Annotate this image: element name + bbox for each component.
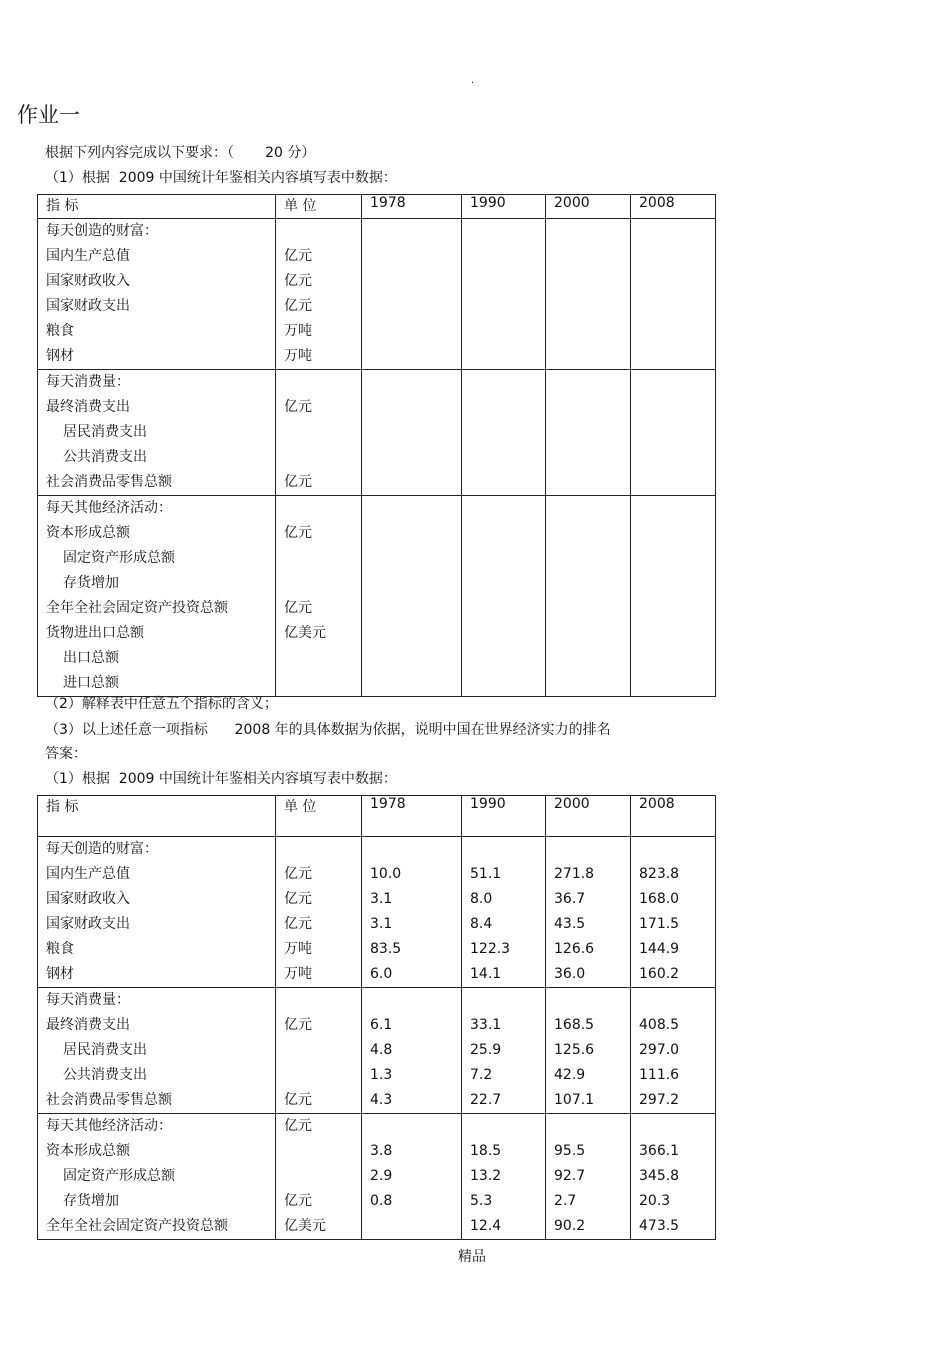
- unit-label: 万吨: [284, 348, 312, 364]
- data-value: 42.9: [554, 1067, 586, 1083]
- indicator-label: 国家财政支出: [46, 298, 130, 314]
- unit-label: 万吨: [284, 323, 312, 339]
- indicator-cell: [38, 496, 276, 697]
- data-value: 107.1: [554, 1092, 595, 1108]
- unit-label: [284, 571, 361, 596]
- unit-cell: [276, 496, 362, 697]
- data-value: 2.7: [554, 1193, 577, 1209]
- data-value: [639, 571, 715, 596]
- data-value: [470, 294, 545, 319]
- indicator-label: 钢材: [46, 348, 74, 364]
- data-value: [370, 1214, 461, 1239]
- data-value: [639, 1114, 715, 1139]
- table-group-row: [38, 496, 716, 697]
- data-value: [639, 546, 715, 571]
- data-value: 271.8: [554, 866, 595, 882]
- unit-label: [284, 1139, 361, 1164]
- answer-data-table: [37, 795, 716, 1240]
- data-value: 43.5: [554, 916, 586, 932]
- data-value: [554, 294, 630, 319]
- data-value: [470, 646, 545, 671]
- data-value: [470, 269, 545, 294]
- unit-label: 亿美元: [284, 625, 326, 641]
- data-value: 3.1: [370, 891, 393, 907]
- data-value: [470, 319, 545, 344]
- data-value: [370, 496, 461, 521]
- year-value-cell: [362, 988, 462, 1114]
- indicator-label: 公共消费支出: [63, 449, 147, 465]
- year-value-cell: [362, 370, 462, 496]
- data-value: [470, 395, 545, 420]
- data-value: [639, 671, 715, 696]
- unit-label: 万吨: [284, 941, 312, 957]
- unit-label: 亿元: [284, 866, 312, 882]
- data-value: [639, 521, 715, 546]
- year-value-cell: [462, 1114, 546, 1240]
- data-value: 4.3: [370, 1092, 393, 1108]
- data-value: [639, 420, 715, 445]
- data-value: [554, 219, 630, 244]
- data-value: [554, 1114, 630, 1139]
- header-indicator: 指 标: [38, 796, 276, 837]
- year-value-cell: [462, 370, 546, 496]
- header-year: 1978: [362, 195, 462, 219]
- year-value-cell: [462, 988, 546, 1114]
- data-value: [639, 496, 715, 521]
- data-value: 408.5: [639, 1017, 680, 1033]
- unit-label: 亿元: [284, 1017, 312, 1033]
- data-value: [370, 269, 461, 294]
- indicator-label: 国内生产总值: [46, 248, 130, 264]
- table-group-row: [38, 837, 716, 988]
- year-value-cell: [631, 988, 716, 1114]
- unit-label: [284, 837, 361, 862]
- unit-label: [284, 496, 361, 521]
- header-unit: 单 位: [276, 195, 362, 219]
- data-value: [370, 521, 461, 546]
- header-year: 2008: [631, 195, 716, 219]
- data-value: 6.1: [370, 1017, 393, 1033]
- table-group-row: [38, 988, 716, 1114]
- data-value: 25.9: [470, 1042, 502, 1058]
- data-value: 83.5: [370, 941, 402, 957]
- indicator-label: 国家财政收入: [46, 273, 130, 289]
- footer-label: 精品: [458, 1249, 486, 1265]
- unit-label: 亿元: [284, 1118, 312, 1134]
- indicator-label: 粮食: [46, 323, 74, 339]
- data-value: [639, 988, 715, 1013]
- data-value: 473.5: [639, 1218, 680, 1234]
- indicator-label: 存货增加: [63, 1193, 119, 1209]
- year-value-cell: [546, 1114, 631, 1240]
- year-value-cell: [546, 219, 631, 370]
- indicator-label: 最终消费支出: [46, 1017, 130, 1033]
- data-value: 14.1: [470, 966, 502, 982]
- indicator-label: 公共消费支出: [63, 1067, 147, 1083]
- data-value: 20.3: [639, 1193, 671, 1209]
- unit-label: 亿元: [284, 399, 312, 415]
- data-value: [370, 470, 461, 495]
- data-value: 160.2: [639, 966, 680, 982]
- year-value-cell: [631, 496, 716, 697]
- data-value: [639, 269, 715, 294]
- data-value: [370, 571, 461, 596]
- data-value: [470, 496, 545, 521]
- year-value-cell: [462, 219, 546, 370]
- data-value: [470, 244, 545, 269]
- data-value: [370, 621, 461, 646]
- data-value: [639, 370, 715, 395]
- data-value: 171.5: [639, 916, 680, 932]
- indicator-label: 最终消费支出: [46, 399, 130, 415]
- data-value: [639, 319, 715, 344]
- data-value: [470, 837, 545, 862]
- indicator-label: 居民消费支出: [63, 1042, 147, 1058]
- unit-label: [284, 988, 361, 1013]
- data-value: 1.3: [370, 1067, 393, 1083]
- unit-label: [284, 370, 361, 395]
- data-value: [639, 646, 715, 671]
- unit-label: [284, 219, 361, 244]
- indicator-label: 国家财政支出: [46, 916, 130, 932]
- data-value: [554, 621, 630, 646]
- data-value: [639, 294, 715, 319]
- year-value-cell: [631, 219, 716, 370]
- data-value: [639, 596, 715, 621]
- unit-cell: [276, 219, 362, 370]
- question-2: （2）解释表中任意五个指标的含义；: [45, 696, 278, 712]
- unit-label: [284, 420, 361, 445]
- data-value: [470, 671, 545, 696]
- data-value: [370, 370, 461, 395]
- data-value: [470, 420, 545, 445]
- unit-cell: [276, 370, 362, 496]
- data-value: [639, 395, 715, 420]
- indicator-label: 每天消费量：: [46, 374, 130, 390]
- data-value: [554, 244, 630, 269]
- unit-cell: [276, 1114, 362, 1240]
- table-group-row: [38, 1114, 716, 1240]
- data-value: [554, 470, 630, 495]
- data-value: [554, 571, 630, 596]
- unit-label: 亿元: [284, 474, 312, 490]
- data-value: [639, 244, 715, 269]
- data-value: [554, 319, 630, 344]
- data-value: [470, 621, 545, 646]
- indicator-label: 社会消费品零售总额: [46, 474, 172, 490]
- data-value: 18.5: [470, 1143, 502, 1159]
- data-value: [639, 837, 715, 862]
- data-value: 345.8: [639, 1168, 680, 1184]
- data-value: 33.1: [470, 1017, 502, 1033]
- data-value: 90.2: [554, 1218, 586, 1234]
- data-value: [470, 546, 545, 571]
- data-value: 92.7: [554, 1168, 586, 1184]
- data-value: [554, 521, 630, 546]
- indicator-label: 存货增加: [63, 575, 119, 591]
- data-value: [370, 546, 461, 571]
- unit-label: [284, 1038, 361, 1063]
- indicator-cell: [38, 988, 276, 1114]
- data-value: [639, 621, 715, 646]
- data-value: 36.7: [554, 891, 586, 907]
- data-value: 168.0: [639, 891, 680, 907]
- data-value: 125.6: [554, 1042, 595, 1058]
- data-value: [370, 1114, 461, 1139]
- assignment-prompt: 根据下列内容完成以下要求：（ 20 分）: [45, 145, 316, 161]
- header-year: 2008: [631, 796, 716, 837]
- data-value: [554, 445, 630, 470]
- data-value: 4.8: [370, 1042, 393, 1058]
- data-value: 3.1: [370, 916, 393, 932]
- header-dot: .: [471, 75, 475, 86]
- data-value: 95.5: [554, 1143, 586, 1159]
- unit-label: [284, 646, 361, 671]
- header-year: 2000: [546, 796, 631, 837]
- indicator-label: 居民消费支出: [63, 424, 147, 440]
- unit-label: 亿元: [284, 1092, 312, 1108]
- data-value: 7.2: [470, 1067, 493, 1083]
- unit-label: 亿美元: [284, 1218, 326, 1234]
- data-value: [554, 546, 630, 571]
- data-value: 366.1: [639, 1143, 680, 1159]
- year-value-cell: [631, 370, 716, 496]
- indicator-label: 全年全社会固定资产投资总额: [46, 600, 228, 616]
- indicator-cell: [38, 1114, 276, 1240]
- data-value: [639, 219, 715, 244]
- indicator-label: 钢材: [46, 966, 74, 982]
- year-value-cell: [631, 837, 716, 988]
- indicator-cell: [38, 370, 276, 496]
- data-value: 297.2: [639, 1092, 680, 1108]
- header-unit: 单 位: [276, 796, 362, 837]
- unit-label: 亿元: [284, 273, 312, 289]
- data-value: [370, 837, 461, 862]
- indicator-label: 固定资产形成总额: [63, 550, 175, 566]
- indicator-label: 每天其他经济活动：: [46, 500, 172, 516]
- data-value: [370, 420, 461, 445]
- table-group-row: [38, 370, 716, 496]
- data-value: [470, 596, 545, 621]
- data-value: [370, 244, 461, 269]
- indicator-label: 资本形成总额: [46, 1143, 130, 1159]
- header-year: 1990: [462, 796, 546, 837]
- data-value: 51.1: [470, 866, 502, 882]
- data-value: 168.5: [554, 1017, 595, 1033]
- data-value: 126.6: [554, 941, 595, 957]
- unit-cell: [276, 988, 362, 1114]
- data-value: [639, 344, 715, 369]
- data-value: [470, 344, 545, 369]
- data-value: [370, 395, 461, 420]
- table-header-row: [38, 195, 716, 219]
- unit-label: 亿元: [284, 891, 312, 907]
- indicator-label: 国家财政收入: [46, 891, 130, 907]
- year-value-cell: [362, 496, 462, 697]
- question-1: （1）根据 2009 中国统计年鉴相关内容填写表中数据：: [45, 170, 397, 186]
- indicator-label: 资本形成总额: [46, 525, 130, 541]
- data-value: [470, 988, 545, 1013]
- data-value: [370, 988, 461, 1013]
- header-indicator: 指 标: [38, 195, 276, 219]
- data-value: [370, 294, 461, 319]
- data-value: 10.0: [370, 866, 402, 882]
- data-value: 22.7: [470, 1092, 502, 1108]
- indicator-label: 固定资产形成总额: [63, 1168, 175, 1184]
- year-value-cell: [546, 988, 631, 1114]
- indicator-label: 社会消费品零售总额: [46, 1092, 172, 1108]
- data-value: [470, 219, 545, 244]
- data-value: [554, 671, 630, 696]
- header-year: 1978: [362, 796, 462, 837]
- year-value-cell: [462, 837, 546, 988]
- data-value: 8.4: [470, 916, 493, 932]
- data-value: 36.0: [554, 966, 586, 982]
- year-value-cell: [546, 370, 631, 496]
- data-value: [554, 837, 630, 862]
- unit-label: 亿元: [284, 600, 312, 616]
- year-value-cell: [631, 1114, 716, 1240]
- unit-label: 亿元: [284, 1193, 312, 1209]
- data-value: [470, 521, 545, 546]
- data-value: [370, 671, 461, 696]
- unit-label: 万吨: [284, 966, 312, 982]
- data-value: [470, 370, 545, 395]
- indicator-label: 每天消费量：: [46, 992, 130, 1008]
- data-value: 823.8: [639, 866, 680, 882]
- table-header-row: [38, 796, 716, 837]
- header-year: 1990: [462, 195, 546, 219]
- unit-label: [284, 445, 361, 470]
- data-value: [370, 445, 461, 470]
- data-value: 297.0: [639, 1042, 680, 1058]
- data-value: 122.3: [470, 941, 511, 957]
- indicator-label: 出口总额: [63, 650, 119, 666]
- unit-label: [284, 671, 361, 696]
- blank-data-table: [37, 194, 716, 697]
- data-value: [554, 596, 630, 621]
- data-value: [554, 395, 630, 420]
- data-value: [554, 420, 630, 445]
- data-value: [370, 596, 461, 621]
- data-value: 5.3: [470, 1193, 493, 1209]
- year-value-cell: [462, 496, 546, 697]
- indicator-label: 每天其他经济活动：: [46, 1118, 172, 1134]
- data-value: 8.0: [470, 891, 493, 907]
- answer-1: （1）根据 2009 中国统计年鉴相关内容填写表中数据：: [45, 771, 397, 787]
- unit-label: [284, 546, 361, 571]
- indicator-cell: [38, 837, 276, 988]
- data-value: [370, 646, 461, 671]
- data-value: 0.8: [370, 1193, 393, 1209]
- data-value: [554, 646, 630, 671]
- data-value: [370, 319, 461, 344]
- year-value-cell: [362, 837, 462, 988]
- data-value: 2.9: [370, 1168, 393, 1184]
- indicator-label: 进口总额: [63, 675, 119, 691]
- year-value-cell: [362, 1114, 462, 1240]
- indicator-label: 每天创造的财富：: [46, 223, 158, 239]
- year-value-cell: [362, 219, 462, 370]
- indicator-label: 货物进出口总额: [46, 625, 144, 641]
- data-value: [370, 344, 461, 369]
- data-value: [470, 1114, 545, 1139]
- answer-label: 答案：: [45, 746, 87, 762]
- data-value: [639, 445, 715, 470]
- data-value: [554, 269, 630, 294]
- unit-label: [284, 1164, 361, 1189]
- year-value-cell: [546, 837, 631, 988]
- unit-cell: [276, 837, 362, 988]
- data-value: 3.8: [370, 1143, 393, 1159]
- unit-label: 亿元: [284, 525, 312, 541]
- question-3: （3）以上述任意一项指标 2008 年的具体数据为依据，说明中国在世界经济实力的排名: [45, 722, 611, 738]
- data-value: [554, 988, 630, 1013]
- data-value: 144.9: [639, 941, 680, 957]
- data-value: [470, 470, 545, 495]
- data-value: 6.0: [370, 966, 393, 982]
- unit-label: 亿元: [284, 298, 312, 314]
- table-group-row: [38, 219, 716, 370]
- indicator-cell: [38, 219, 276, 370]
- data-value: 111.6: [639, 1067, 680, 1083]
- data-value: [470, 445, 545, 470]
- unit-label: 亿元: [284, 916, 312, 932]
- indicator-label: 全年全社会固定资产投资总额: [46, 1218, 228, 1234]
- data-value: [639, 470, 715, 495]
- year-value-cell: [546, 496, 631, 697]
- data-value: 13.2: [470, 1168, 502, 1184]
- data-value: [554, 344, 630, 369]
- data-value: [554, 496, 630, 521]
- indicator-label: 国内生产总值: [46, 866, 130, 882]
- header-year: 2000: [546, 195, 631, 219]
- indicator-label: 每天创造的财富：: [46, 841, 158, 857]
- data-value: [470, 571, 545, 596]
- data-value: [370, 219, 461, 244]
- unit-label: [284, 1063, 361, 1088]
- page-title: 作业一: [17, 103, 80, 127]
- unit-label: 亿元: [284, 248, 312, 264]
- data-value: [554, 370, 630, 395]
- data-value: 12.4: [470, 1218, 502, 1234]
- indicator-label: 粮食: [46, 941, 74, 957]
